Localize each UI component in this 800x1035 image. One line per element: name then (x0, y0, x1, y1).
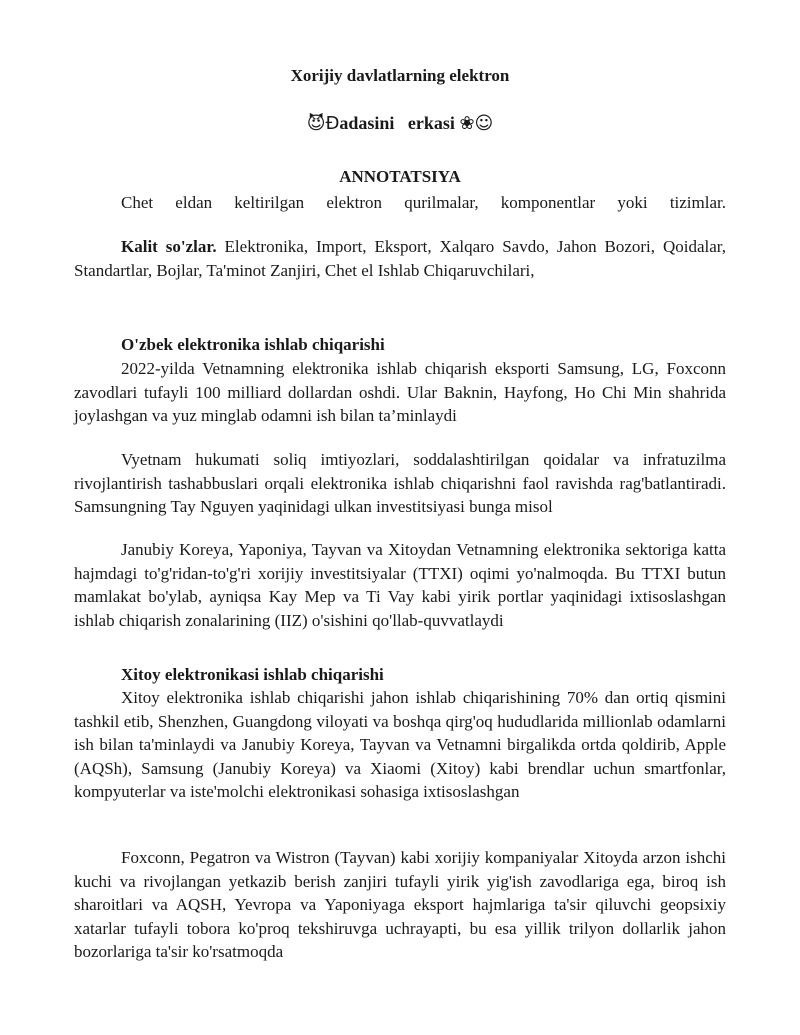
section1-paragraph-2: Vyetnam hukumati soliq imtiyozlari, soddalashtirilgan qoidalar va infratuzilma rivojlantirish tashabbuslari orqali elektronika ishlab chiqarishni faol ravishda rag'batlantiradi. Samsungning Tay Nguyen yaqinidagi ulkan investitsiyasi bunga misol (74, 450, 726, 516)
flower-smile-icon: ❀☺ (459, 113, 494, 134)
section2-heading: Xitoy elektronikasi ishlab chiqarishi (121, 665, 384, 684)
section1-heading: O'zbek elektronika ishlab chiqarishi (121, 335, 385, 354)
annotation-text: Chet eldan keltirilgan elektron qurilmalar, komponentlar yoki tizimlar. (121, 193, 726, 212)
subtitle-text: adasini erkasi (339, 113, 455, 133)
annotation-heading: ANNOTATSIYA (339, 167, 461, 186)
section1-paragraph-1: 2022-yilda Vetnamning elektronika ishlab chiqarish eksporti Samsung, LG, Foxconn zavodlari tufayli 100 milliard dollardan oshdi. Ular Baknin, Hayfong, Ho Chi Min shahrida joylashgan va yuz minglab odamni ish bilan ta’minlaydi (74, 359, 726, 425)
keywords-label: Kalit so'zlar. (121, 237, 217, 256)
document-subtitle (0, 113, 800, 134)
section2-paragraph-2: Foxconn, Pegatron va Wistron (Tayvan) kabi xorijiy kompaniyalar Xitoyda arzon ishchi kuchi va rivojlangan yetkazib berish zanjiri tufayli yirik yig'ish zavodlariga ega, biroq ish sharoitlari va AQSH, Yevropa va Yaponiyaga eksport hajmlariga ta'sir qiluvchi geopsixiy xatarlar tufayli tobora ko'proq tekshiruvga uchrayapti, bu esa yillik trilyon dollarlik jahon bozorlariga ta'sir ko'rsatmoqda (74, 848, 726, 961)
devil-face-icon: 😈Ɖ (306, 113, 340, 134)
section2-paragraph-1: Xitoy elektronika ishlab chiqarishi jahon ishlab chiqarishining 70% dan ortiq qismini tashkil etib, Shenzhen, Guangdong viloyati va boshqa qirg'oq hududlarida millionlab odamlarni ish bilan ta'minlaydi va Janubiy Koreya, Tayvan va Vetnamni birgalikda ortda qoldirib, Apple (AQSh), Samsung (Janubiy Koreya) va Xiaomi (Xitoy) kabi brendlar uchun smartfonlar, kompyuterlar va iste'molchi elektronikasi sohasiga ixtisoslashgan (74, 688, 726, 801)
keywords-text: Elektronika, Import, Eksport, Xalqaro Savdo, Jahon Bozori, Qoidalar, Standartlar, Bojlar, Ta'minot Zanjiri, Chet el Ishlab Chiqaruvchilari, (74, 237, 726, 280)
keywords-paragraph (74, 235, 726, 282)
section1-paragraph-3: Janubiy Koreya, Yaponiya, Tayvan va Xitoydan Vetnamning elektronika sektoriga katta hajmdagi to'g'ridan-to'g'ri xorijiy investitsiyalar (TTXI) oqimi yo'nalmoqda. Bu TTXI butun mamlakat bo'ylab, ayniqsa Kay Mep va Ti Vay kabi yirik portlar yaqinidagi ixtisoslashgan ishlab chiqarish zonalarining (IIZ) o'sishini qo'llab-quvvatlaydi (74, 540, 726, 630)
document-title: Xorijiy davlatlarning elektron (290, 66, 510, 85)
